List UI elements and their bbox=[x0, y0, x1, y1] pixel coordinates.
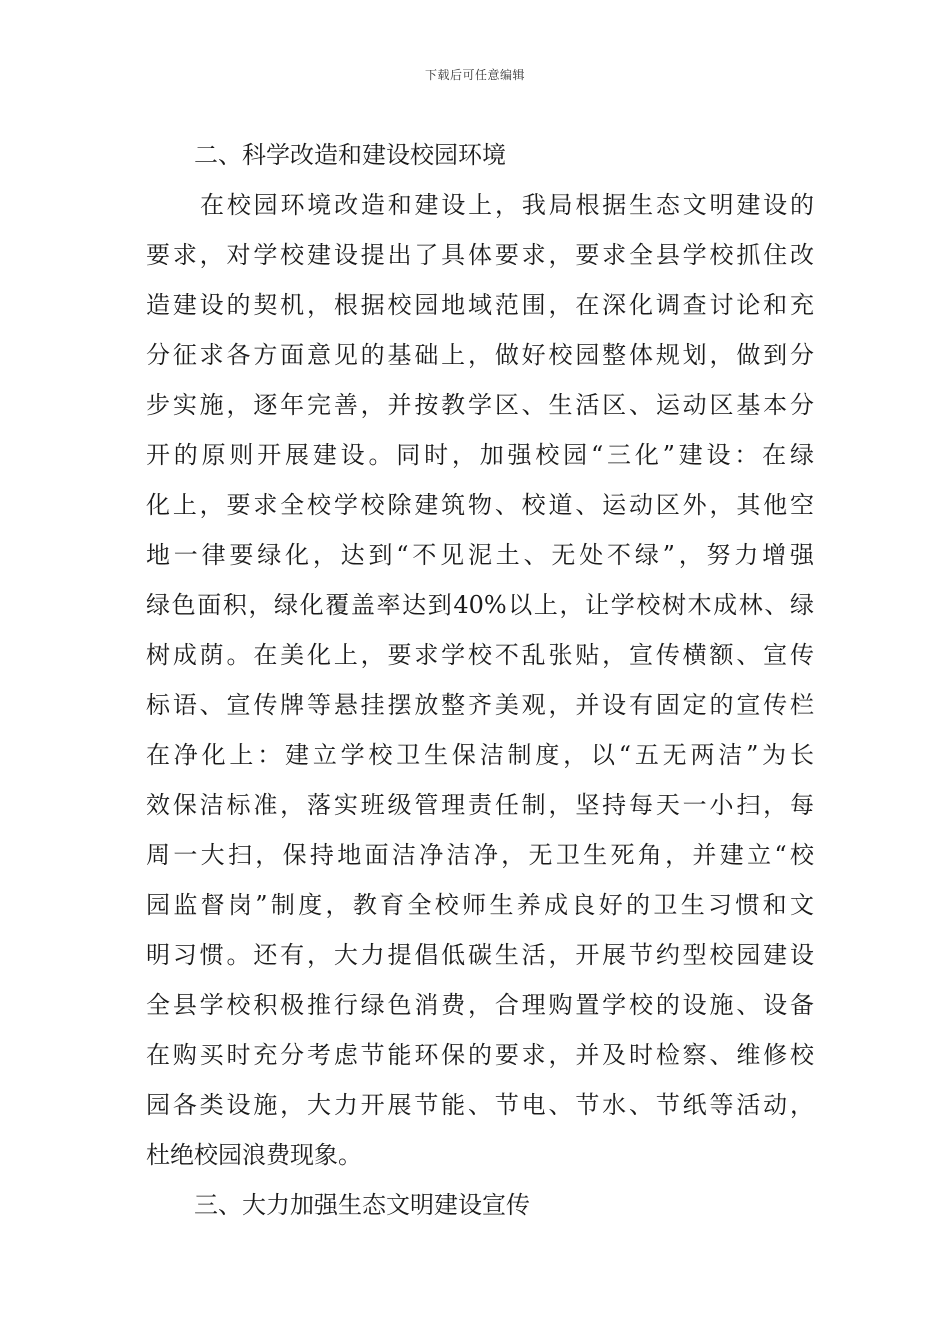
paragraph-line: 分征求各方面意见的基础上，做好校园整体规划，做到分 bbox=[146, 341, 814, 369]
paragraph-line: 在校园环境改造和建设上，我局根据生态文明建设的 bbox=[200, 191, 814, 219]
paragraph-line: 园各类设施，大力开展节能、节电、节水、节纸等活动， bbox=[146, 1091, 814, 1119]
paragraph-line: 杜绝校园浪费现象。 bbox=[146, 1141, 362, 1169]
paragraph-line: 园监督岗”制度，教育全校师生养成良好的卫生习惯和文 bbox=[146, 891, 814, 919]
paragraph-line: 步实施，逐年完善，并按教学区、生活区、运动区基本分 bbox=[146, 391, 814, 419]
paragraph-line: 效保洁标准，落实班级管理责任制，坚持每天一小扫，每 bbox=[146, 791, 814, 819]
paragraph-line: 绿色面积，绿化覆盖率达到40%以上，让学校树木成林、绿 bbox=[146, 591, 814, 619]
paragraph-line: 造建设的契机，根据校园地域范围，在深化调查讨论和充 bbox=[146, 291, 814, 319]
section-heading: 三、大力加强生态文明建设宣传 bbox=[194, 1191, 530, 1219]
document-body bbox=[146, 130, 814, 1230]
paragraph-line: 在购买时充分考虑节能环保的要求，并及时检察、维修校 bbox=[146, 1041, 814, 1069]
paragraph-line: 地一律要绿化，达到“不见泥土、无处不绿”，努力增强 bbox=[146, 541, 814, 569]
paragraph-line: 周一大扫，保持地面洁净洁净，无卫生死角，并建立“校 bbox=[146, 841, 814, 869]
section-heading: 二、科学改造和建设校园环境 bbox=[194, 141, 506, 169]
section-paragraph bbox=[146, 180, 814, 1180]
paragraph-line: 明习惯。还有，大力提倡低碳生活，开展节约型校园建设 bbox=[146, 941, 814, 969]
page-header-note: 下载后可任意编辑 bbox=[424, 68, 525, 82]
paragraph-line: 在净化上：建立学校卫生保洁制度，以“五无两洁”为长 bbox=[146, 741, 814, 769]
paragraph-line: 化上，要求全校学校除建筑物、校道、运动区外，其他空 bbox=[146, 491, 814, 519]
paragraph-line: 要求，对学校建设提出了具体要求，要求全县学校抓住改 bbox=[146, 241, 814, 269]
paragraph-line: 标语、宣传牌等悬挂摆放整齐美观，并设有固定的宣传栏 bbox=[146, 691, 814, 719]
paragraph-line: 开的原则开展建设。同时，加强校园“三化”建设：在绿 bbox=[146, 441, 814, 469]
paragraph-line: 树成荫。在美化上，要求学校不乱张贴，宣传横额、宣传 bbox=[146, 641, 814, 669]
paragraph-line: 全县学校积极推行绿色消费，合理购置学校的设施、设备 bbox=[146, 991, 814, 1019]
